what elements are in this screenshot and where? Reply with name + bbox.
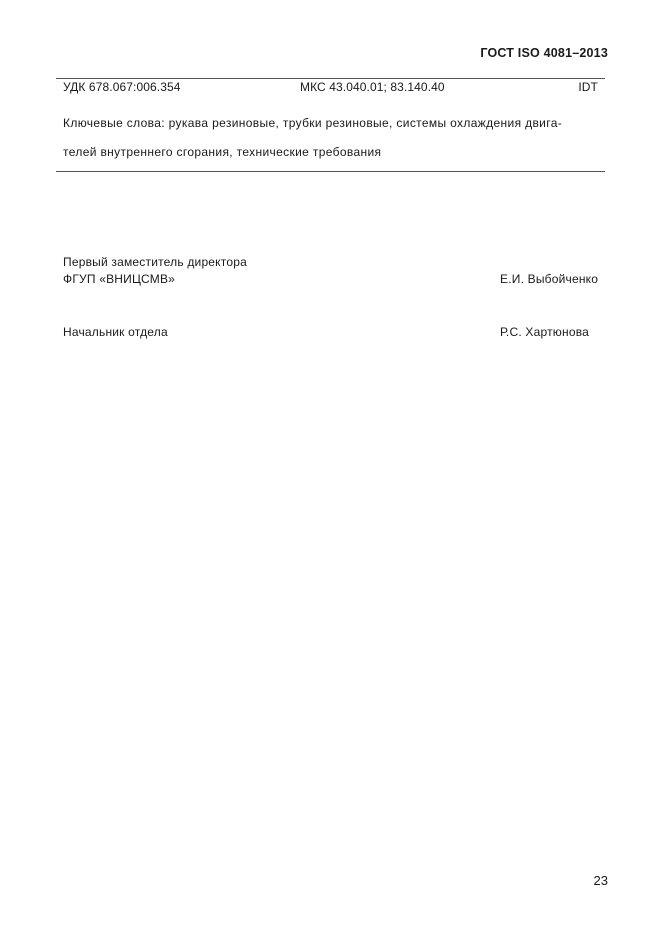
- signatory-1-position: Первый заместитель директора: [63, 255, 247, 269]
- keywords-line-2: телей внутреннего сгорания, технические требования: [63, 145, 382, 159]
- keywords-paragraph: [63, 109, 601, 167]
- page-number: 23: [593, 873, 608, 888]
- signatory-1-organization: ФГУП «ВНИЦСМВ»: [63, 272, 176, 286]
- signatory-1-name: Е.И. Выбойченко: [500, 272, 599, 286]
- signatory-2-position: Начальник отдела: [63, 325, 168, 339]
- document-code-header: ГОСТ ISO 4081–2013: [480, 46, 608, 60]
- keywords-line-1: Ключевые слова: рукава резиновые, трубки резиновые, системы охлаждения двига-: [63, 116, 563, 130]
- mks-code: МКС 43.040.01; 83.140.40: [300, 80, 445, 94]
- signatory-2-name: Р.С. Хартюнова: [500, 325, 590, 339]
- classification-row: [63, 80, 598, 96]
- top-divider: [56, 78, 605, 79]
- udk-code: УДК 678.067:006.354: [63, 80, 181, 94]
- bottom-divider: [56, 171, 605, 172]
- equivalence-degree: IDT: [578, 80, 598, 94]
